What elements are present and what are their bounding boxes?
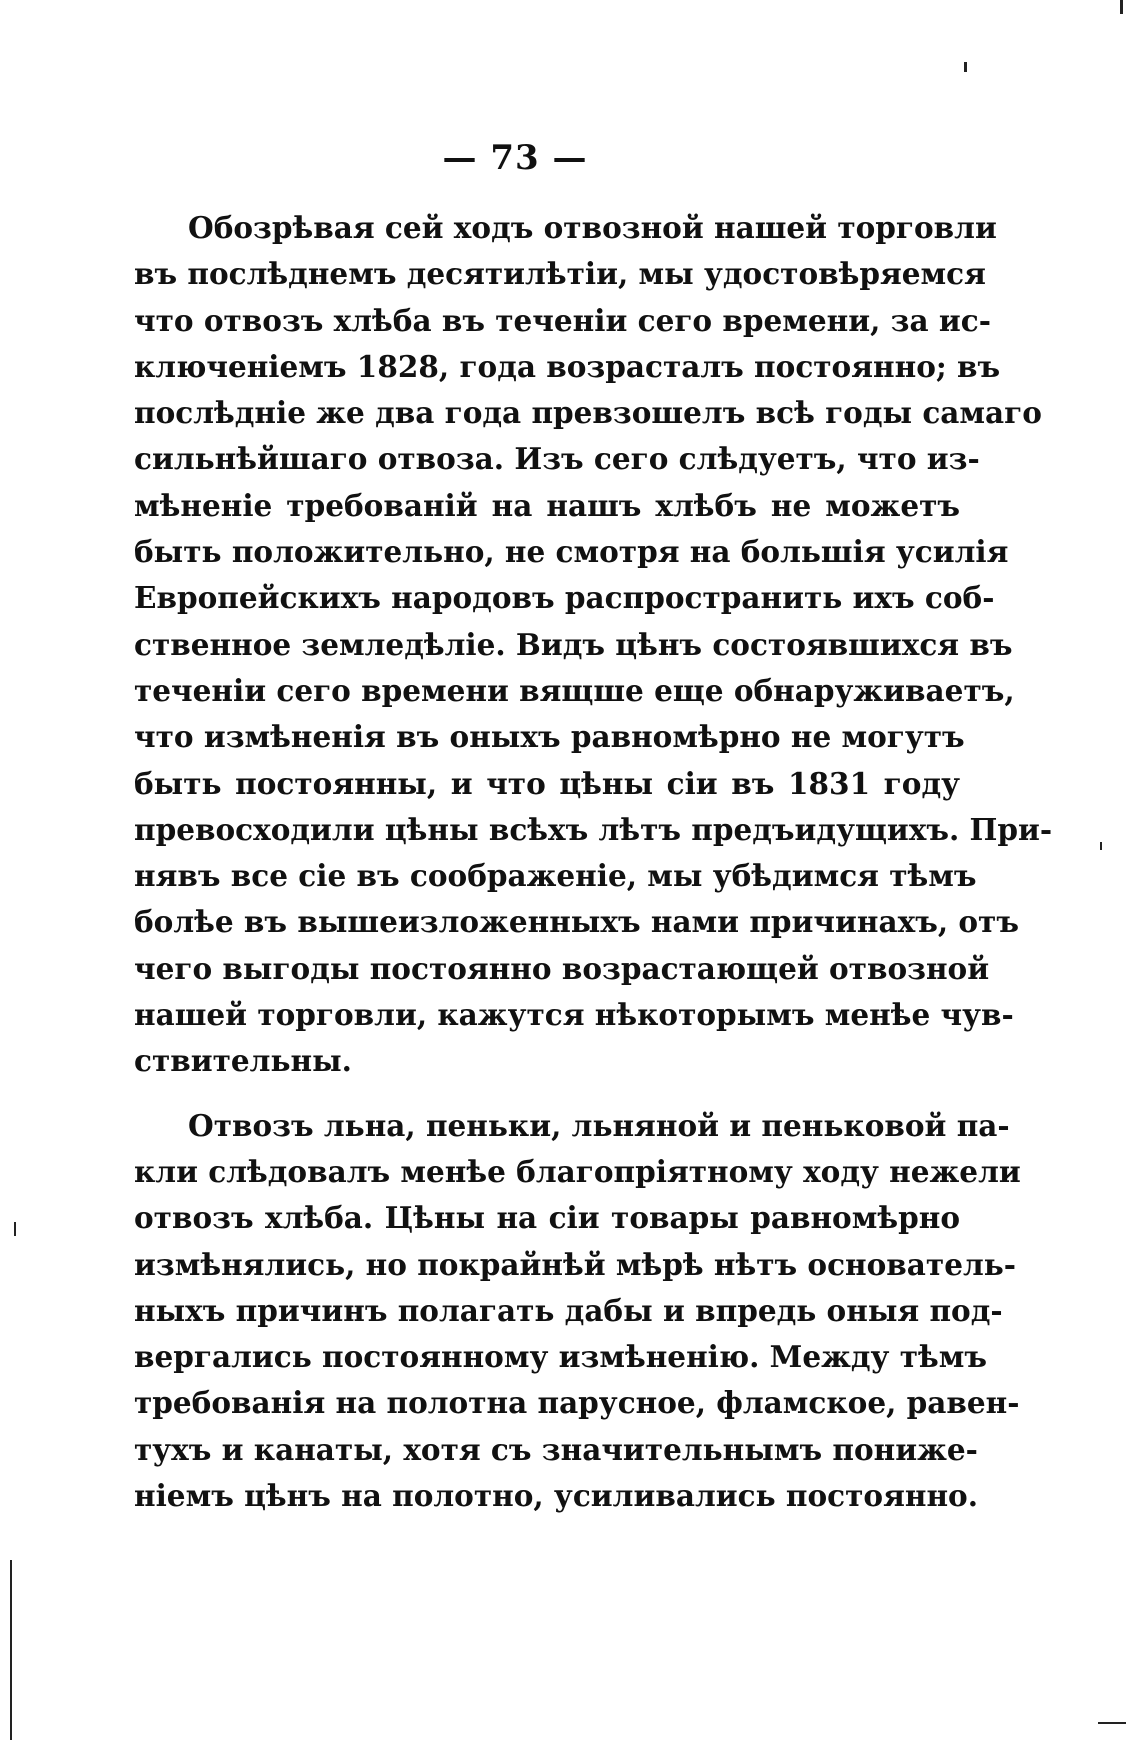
text-line: мѣненіе требованій на нашъ хлѣбъ не можетъ xyxy=(134,487,960,523)
text-line: въ послѣднемъ десятилѣтіи, мы удостовѣряемся xyxy=(134,256,986,292)
left-margin-rule xyxy=(10,1560,12,1740)
text-line: быть постоянны, и что цѣны сіи въ 1831 году xyxy=(134,765,960,801)
text-line: вергались постоянному измѣненію. Между тѣмъ xyxy=(134,1339,987,1375)
page-number: — 73 — xyxy=(442,138,588,178)
right-margin-speck xyxy=(1100,842,1102,850)
paragraph-gap xyxy=(134,1085,960,1103)
text-line: ключеніемъ 1828, года возрасталъ постоянно; въ xyxy=(134,348,1001,384)
text-line: ныхъ причинъ полагать дабы и впредь оныя под- xyxy=(134,1292,1003,1328)
text-line: ственное земледѣліе. Видъ цѣнъ состоявшихся въ xyxy=(134,626,1013,662)
text-line: Отвозъ льна, пеньки, льняной и пеньковой па- xyxy=(188,1107,1010,1143)
text-line: болѣе въ вышеизложенныхъ нами причинахъ, отъ xyxy=(134,904,1019,940)
text-line: Европейскихъ народовъ распространить ихъ соб- xyxy=(134,580,995,616)
text-line: ніемъ цѣнъ на полотно, усиливались постоянно. xyxy=(134,1478,978,1514)
text-line: превосходили цѣны всѣхъ лѣтъ предъидущихъ. При- xyxy=(134,811,1053,847)
text-line: нявъ все сіе въ соображеніе, мы убѣдимся тѣмъ xyxy=(134,858,977,894)
text-line: кли слѣдовалъ менѣе благопріятному ходу нежели xyxy=(134,1153,1021,1189)
paragraph-2 xyxy=(134,1103,1021,1520)
text-line: послѣдніе же два года превзошелъ всѣ годы самаго xyxy=(134,395,1042,431)
text-line: теченіи сего времени вящше еще обнаруживаетъ, xyxy=(134,672,1015,708)
text-line: что измѣненія въ оныхъ равномѣрно не могутъ xyxy=(134,719,965,755)
text-line: тухъ и канаты, хотя съ значительнымъ пониже- xyxy=(134,1431,978,1467)
text-line: что отвозъ хлѣба въ теченіи сего времени, за ис- xyxy=(134,302,991,338)
text-line: Обозрѣвая сей ходъ отвозной нашей торговли xyxy=(188,210,997,245)
text-line: отвозъ хлѣба. Цѣны на сіи товары равномѣрно xyxy=(134,1200,960,1236)
text-line: нашей торговли, кажутся нѣкоторымъ менѣе чув- xyxy=(134,997,1014,1033)
text-line: измѣнялись, но покрайнѣй мѣрѣ нѣтъ основатель- xyxy=(134,1246,1017,1282)
left-margin-speck xyxy=(14,1222,16,1236)
top-right-speck xyxy=(1120,0,1123,14)
text-line: чего выгоды постоянно возрастающей отвозной xyxy=(134,950,990,986)
text-line: быть положительно, не смотря на большія усилія xyxy=(134,534,1009,570)
text-line: ствительны. xyxy=(134,1043,352,1079)
bottom-right-tick xyxy=(1098,1722,1126,1724)
paragraph-1 xyxy=(134,205,1053,1085)
top-right-dot xyxy=(964,62,967,72)
text-line: сильнѣйшаго отвоза. Изъ сего слѣдуетъ, что из- xyxy=(134,441,980,477)
body-text xyxy=(134,205,1053,1519)
text-line: требованія на полотна парусное, фламское, равен- xyxy=(134,1385,1020,1421)
